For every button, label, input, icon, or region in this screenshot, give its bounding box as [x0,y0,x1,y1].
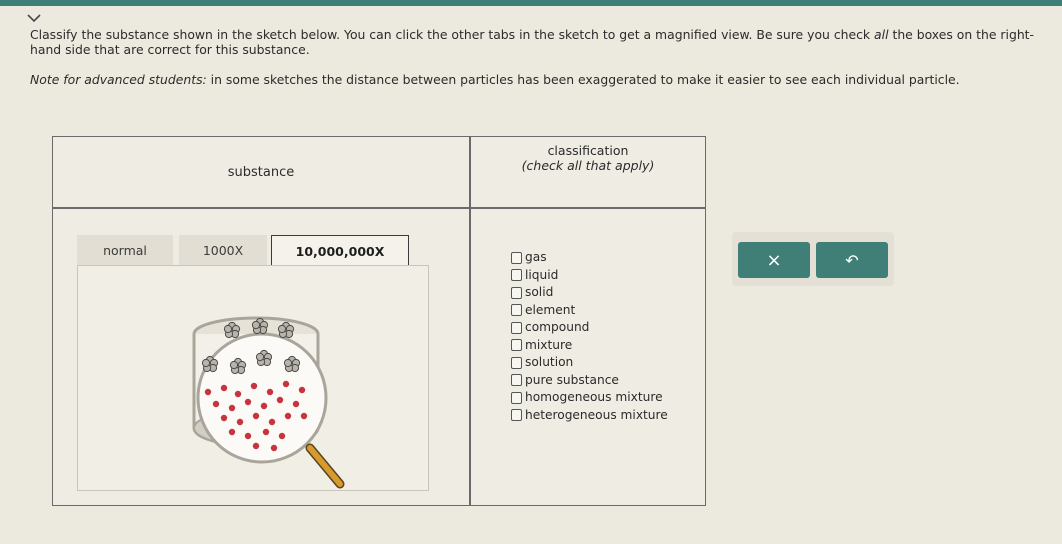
particle [213,401,219,407]
tab-normal[interactable]: normal [77,235,173,265]
option-label: mixture [525,337,573,352]
particle [245,433,251,439]
particle [235,391,241,397]
option-compound[interactable] [511,319,668,337]
option-label: solution [525,355,574,369]
option-mixture[interactable] [511,337,668,355]
particle [229,429,235,435]
undo-icon: ↶ [845,250,859,270]
advanced-note [30,72,1040,87]
instructions-emphasis: all [874,27,889,42]
classification-title: classification [547,143,629,158]
particle [293,401,299,407]
particle [205,389,211,395]
undo-button[interactable] [816,242,888,278]
option-label: pure substance [525,372,619,387]
option-heterogeneous-mixture[interactable] [511,407,668,425]
checkbox[interactable] [511,339,522,351]
option-element[interactable] [511,302,668,320]
checkbox[interactable] [511,252,522,264]
option-solution[interactable] [511,354,668,372]
particle [301,413,307,419]
option-solid[interactable] [511,284,668,302]
tab-10000000x[interactable]: 10,000,000X [271,235,409,267]
option-label: heterogeneous mixture [525,407,668,422]
option-label: liquid [525,267,559,282]
particle [271,445,277,451]
classification-subtitle: (check all that apply) [521,158,655,173]
top-accent-bar [0,0,1062,6]
option-label: element [525,302,576,317]
checkbox[interactable] [511,357,522,369]
checkbox[interactable] [511,269,522,281]
particle [267,389,273,395]
checkbox[interactable] [511,392,522,404]
column-divider [469,137,471,505]
checkbox[interactable] [511,409,522,421]
option-homogeneous-mixture[interactable] [511,389,668,407]
particle [237,419,243,425]
option-label: gas [525,250,547,264]
particle [221,385,227,391]
particle [245,399,251,405]
option-label: homogeneous mixture [525,390,663,404]
note-text: in some sketches the distance between particles has been exaggerated to make it easier to see each individual particle. [206,72,960,87]
tab-1000x[interactable]: 1000X [179,235,267,265]
note-label: Note for advanced students: [30,72,207,87]
option-label: solid [525,285,554,299]
particle [263,429,269,435]
instructions-part1: Classify the substance shown in the sketch below. You can click the other tabs in the sketch to get a magnified view. Be sure you check [30,27,875,42]
particle [285,413,291,419]
action-panel [732,232,894,286]
classification-header [471,143,705,173]
checkbox[interactable] [511,374,522,386]
option-pure-substance[interactable] [511,372,668,390]
close-icon: × [766,249,782,271]
classification-options [511,249,668,424]
substance-header: substance [227,164,295,180]
option-liquid[interactable] [511,267,668,285]
chevron-down-icon[interactable] [26,9,50,27]
particle [261,403,267,409]
checkbox[interactable] [511,322,522,334]
row-divider [53,207,705,209]
particle [253,413,259,419]
particle [277,397,283,403]
particle [229,405,235,411]
magnified-sketch [78,266,428,490]
particle [269,419,275,425]
checkbox[interactable] [511,287,522,299]
particle [299,387,305,393]
sketch-panel [77,265,429,491]
instructions-text [30,27,1040,57]
classification-table [52,136,706,506]
particle [221,415,227,421]
particle [283,381,289,387]
option-gas[interactable] [511,249,668,267]
checkbox[interactable] [511,304,522,316]
particle [251,383,257,389]
instructions-part2: the boxes on the right-hand side that are correct for this substance. [30,27,1035,57]
option-label: compound [525,320,590,334]
clear-button[interactable] [738,242,810,278]
particle [279,433,285,439]
particle [253,443,259,449]
